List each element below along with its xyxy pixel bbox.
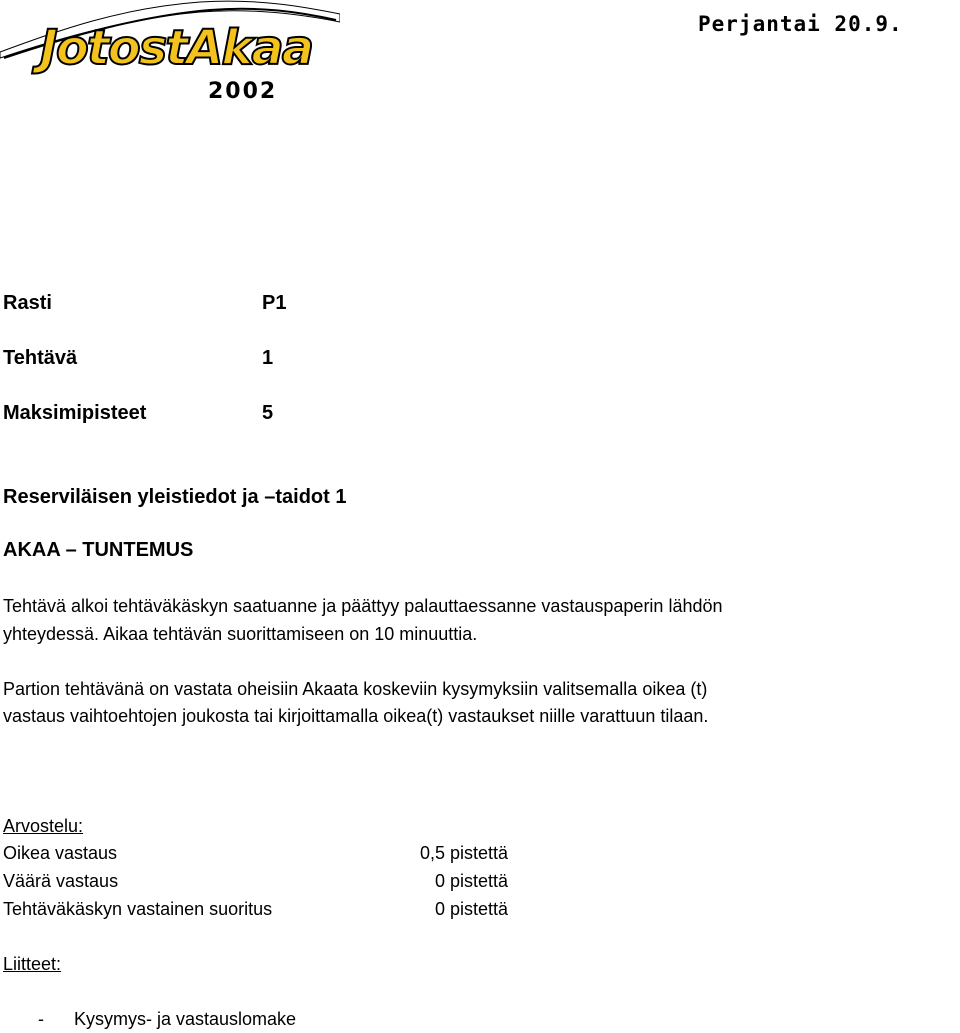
tehtava-label: Tehtävä [3,347,78,369]
task-paragraph-2-line-2: vastaus vaihtoehtojen joukosta tai kirjoittamalla oikea(t) vastaukset niille varattuun tilaan. [3,706,709,726]
task-subtitle: AKAA – TUNTEMUS [3,539,194,561]
grading-row-points: 0 pistettä [434,871,508,891]
task-paragraph-1-line-1: Tehtävä alkoi tehtäväkäskyn saatuanne ja päättyy palauttaessanne vastauspaperin lähdön [3,596,723,616]
maksimipisteet-value: 5 [262,402,274,424]
attachment-item: Kysymys- ja vastauslomake [74,1009,297,1029]
rasti-label: Rasti [3,292,52,314]
task-title: Reserviläisen yleistiedot ja –taidot 1 [3,486,347,508]
attachment-bullet: - [38,1009,44,1029]
grading-row-points: 0 pistettä [434,899,508,919]
date-label: Perjantai 20.9. [698,12,903,36]
grading-row-points: 0,5 pistettä [419,843,508,863]
task-paragraph-1-line-2: yhteydessä. Aikaa tehtävän suorittamiseen on 10 minuuttia. [3,624,478,644]
maksimipisteet-label: Maksimipisteet [3,402,147,424]
grading-heading: Arvostelu: [3,816,84,836]
logo-year: 2002 [208,79,278,104]
grading-row-label: Oikea vastaus [3,843,118,863]
tehtava-value: 1 [262,347,274,369]
task-paragraph-2-line-1: Partion tehtävänä on vastata oheisiin Akaata koskeviin kysymyksiin valitsemalla oikea (t) [3,679,708,699]
rasti-value: P1 [262,292,287,314]
logo-text: JotostAkaa [40,20,313,76]
jotostakaa-logo [0,0,340,110]
grading-row-label: Tehtäväkäskyn vastainen suoritus [3,899,273,919]
grading-row-label: Väärä vastaus [3,871,119,891]
attachments-heading: Liitteet: [3,954,62,974]
